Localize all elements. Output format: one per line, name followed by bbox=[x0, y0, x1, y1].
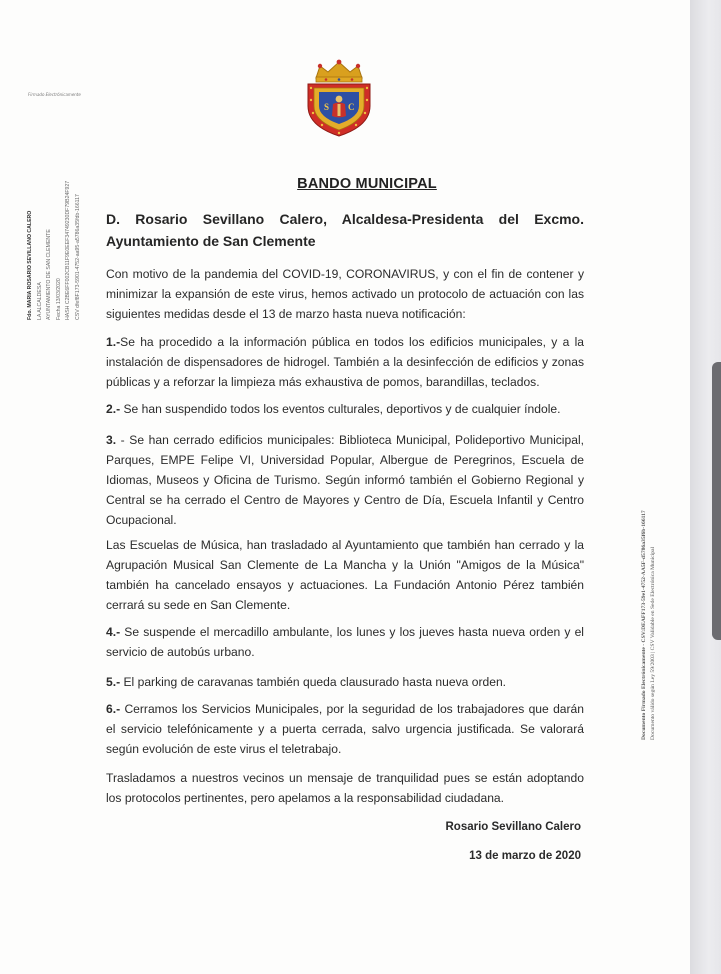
measure-item bbox=[106, 399, 584, 419]
intro-paragraph: Con motivo de la pandemia del COVID-19, CORONAVIRUS, y con el fin de contener y minimizar la expansión de este virus, hemos activado un protocolo de actuación con las siguientes medidas desde el 13 de marzo hasta nueva notificación: bbox=[106, 267, 584, 321]
measure-number: 4.- bbox=[106, 625, 121, 639]
electronic-signature-stamp bbox=[26, 92, 96, 322]
measure-text: Se ha procedido a la información pública en todos los edificios municipales, y a la instalación de dispensadores de hidrogel. También a la desinfección de edificios y zonas públicas y a reforzar la limpieza más exhaustiva de pomos, barandillas, teclados. bbox=[106, 335, 584, 389]
stamp-line-hash: HASH C2BE6FF002CB11F9E0EEF34749230DF79B24F927 bbox=[65, 180, 72, 320]
coat-letter-s: S bbox=[324, 102, 330, 112]
document-heading: BANDO MUNICIPAL bbox=[297, 176, 437, 192]
measure-item bbox=[106, 672, 584, 692]
measure-item bbox=[106, 622, 584, 662]
measure-text: - Se han cerrado edificios municipales: Biblioteca Municipal, Polideportivo Municipal, Parques, EMPE Felipe VI, Universidad Popular, Albergue de Peregrinos, Escuela de Idiomas, Museos y Oficina de Turismo. Según informó también el Gobierno Regional y Central se ha cerrado el Centro de Mayores y Centro de Día, Escuela Infantil y Centro Ocupacional. bbox=[106, 433, 584, 527]
stamp-line-signer: Fdo. MARIA ROSARIO SEVILLANO CALERO bbox=[27, 210, 33, 320]
issuer-line-1: D. Rosario Sevillano Calero, Alcaldesa-Presidenta del Excmo. bbox=[106, 211, 584, 227]
stamp-line-csv: CSV dfef8F173-5901-4752-aa95-a5786a35fdb-166117 bbox=[74, 194, 81, 320]
measure-text: Las Escuelas de Música, han trasladado al Ayuntamiento que también han cerrado y la Agrupación Musical San Clemente de La Mancha y la Unión "Amigos de la Música" también ha cancelado ensayos y actuaciones. La Fundación Antonio Pérez también cerrará su sede en San Clemente. bbox=[106, 538, 584, 612]
measure-item bbox=[106, 430, 584, 530]
stamp-line-role: LA ALCALDESA bbox=[36, 282, 43, 320]
measure-number: 2.- bbox=[106, 402, 121, 416]
csv-line-2: Documento válido según Ley 59/2003 | CSV Validable en Sede Electrónica Municipal bbox=[650, 546, 656, 740]
measure-number: 3. bbox=[106, 433, 117, 447]
measure-item bbox=[106, 332, 584, 392]
measure-number: 1.- bbox=[106, 335, 121, 349]
issuer-block bbox=[106, 208, 584, 252]
csv-line-1: Documento Firmado Electrónicamente - CSV:DEAFF173-59e1-4752-AA5F-d5786a35f6b-166117 bbox=[641, 510, 647, 740]
stamp-text-block bbox=[26, 90, 84, 320]
measure-number: 6.- bbox=[106, 702, 121, 716]
measure-item-continuation bbox=[106, 535, 584, 615]
measure-text: El parking de caravanas también queda clausurado hasta nueva orden. bbox=[120, 675, 507, 689]
coat-letter-c: C bbox=[348, 102, 355, 112]
measure-number: 5.- bbox=[106, 675, 121, 689]
stamp-line-org: AYUNTAMIENTO DE SAN CLEMENTE bbox=[46, 229, 53, 320]
stamp-line-date: Fecha 13/03/2020 bbox=[55, 278, 62, 320]
coat-of-arms-logo bbox=[300, 58, 378, 138]
measure-text: Se suspende el mercadillo ambulante, los lunes y los jueves hasta nueva orden y el servicio de autobús urbano. bbox=[106, 625, 584, 659]
signature-name: Rosario Sevillano Calero bbox=[445, 821, 581, 833]
measure-text: Se han suspendido todos los eventos culturales, deportivos y de cualquier índole. bbox=[120, 402, 561, 416]
closing-paragraph: Trasladamos a nuestros vecinos un mensaje de tranquilidad pues se están adoptando los protocolos pertinentes, pero apelamos a la responsabilidad ciudadana. bbox=[106, 771, 584, 805]
scrollbar-handle[interactable] bbox=[712, 362, 721, 640]
measure-item bbox=[106, 699, 584, 759]
measure-text: Cerramos los Servicios Municipales, por la seguridad de los trabajadores que darán el servicio telefónicamente y a puerta cerrada, salvo urgencia justificada. Se valorará según evolución de este virus el teletrabajo. bbox=[106, 702, 584, 756]
stamp-top-label: Firmado Electrónicamente bbox=[28, 92, 81, 97]
csv-verification-stamp bbox=[640, 510, 680, 974]
document-date: 13 de marzo de 2020 bbox=[469, 850, 581, 862]
issuer-line-2: Ayuntamiento de San Clemente bbox=[106, 233, 316, 249]
